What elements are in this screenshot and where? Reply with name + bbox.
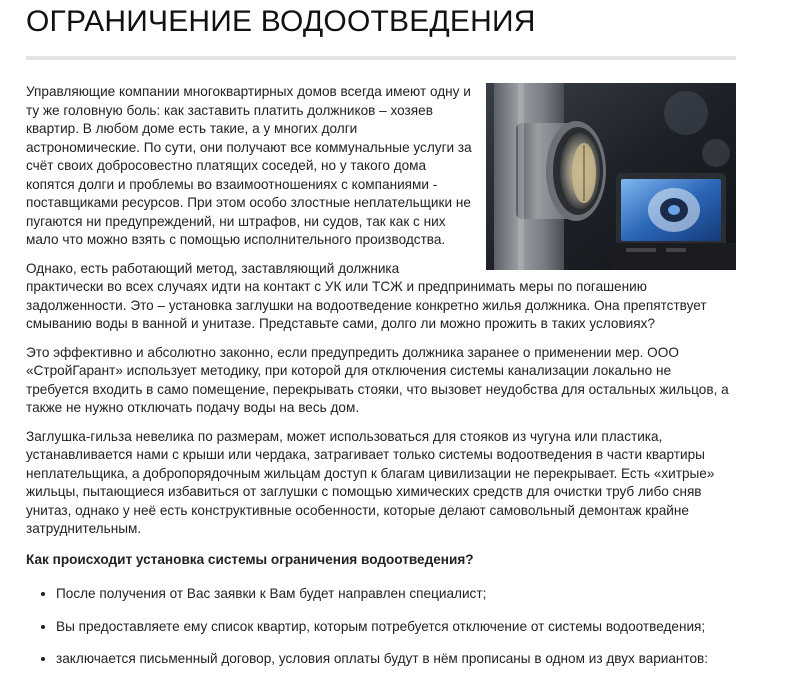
page-title: ОГРАНИЧЕНИЕ ВОДООТВЕДЕНИЯ bbox=[26, 5, 536, 38]
paragraph: Однако, есть работающий метод, заставляющий должника практически во всех случаях идти на контакт с УК или ТСЖ и предпринимать меры по погашению задолженности. Это – установка заглушки на водоотведение конкретно жилья должника. Она препятствует смыванию воды в ванной и унитазе. Представьте сами, долго ли можно прожить в таких условиях? bbox=[26, 260, 707, 331]
steps-list bbox=[26, 585, 736, 669]
article bbox=[26, 0, 736, 683]
list-item: • После получения от Вас заявки к Вам будет направлен специалист; bbox=[56, 585, 736, 604]
article-body bbox=[26, 83, 736, 669]
title-divider bbox=[26, 56, 736, 60]
paragraph: Заглушка-гильза невелика по размерам, может использоваться для стояков из чугуна или пластика, устанавливается нами с крыши или чердака, затрагивает только системы водоотведения в части квартиры неплательщика, а добропорядочным жильцам доступ к благам цивилизации не перекрывает. Есть «хитрые» жильцы, пытающиеся избавиться от заглушки с помощью химических средств для очистки труб либо сняв унитаз, однако у неё есть конструктивные особенности, которые делают самовольный демонтаж крайне затруднительным. bbox=[26, 428, 715, 536]
list-item: • заключается письменный договор, условия оплаты будут в нём прописаны в одном из двух вариантов: bbox=[56, 650, 736, 669]
paragraph: Управляющие компании многоквартирных домов всегда имеют одну и ту же головную боль: как заставить платить должников – хозяев квартир. В любом доме есть такие, а у многих долги астрономические. По сути, они получают все коммунальные услуги за счёт своих добросовестно платящих соседей, но у такого дома копятся долги и проблемы во взаимоотношениях с компаниями - поставщиками ресурсов. При этом особо злостные неплательщики не пугаются ни предупреждений, ни штрафов, ни судов, так как с них мало что можно взять с помощью исполнительного производства. bbox=[26, 84, 472, 247]
section-question: Как происходит установка системы ограничения водоотведения? bbox=[26, 551, 474, 567]
list-item: • Вы предоставляете ему список квартир, которым потребуется отключение от системы водоотведения; bbox=[56, 618, 736, 637]
paragraph: Это эффективно и абсолютно законно, если предупредить должника заранее о применении мер. ООО «СтройГарант» использует методику, при которой для отключения системы канализации локально не требуется входить в само помещение, перекрывать стояки, что вызовет неудобства для остальных жильцов, а также не нужно отключать подачу воды на весь дом. bbox=[26, 344, 729, 415]
article-image bbox=[486, 83, 736, 270]
sewer-pipe-camera-image bbox=[486, 83, 736, 270]
